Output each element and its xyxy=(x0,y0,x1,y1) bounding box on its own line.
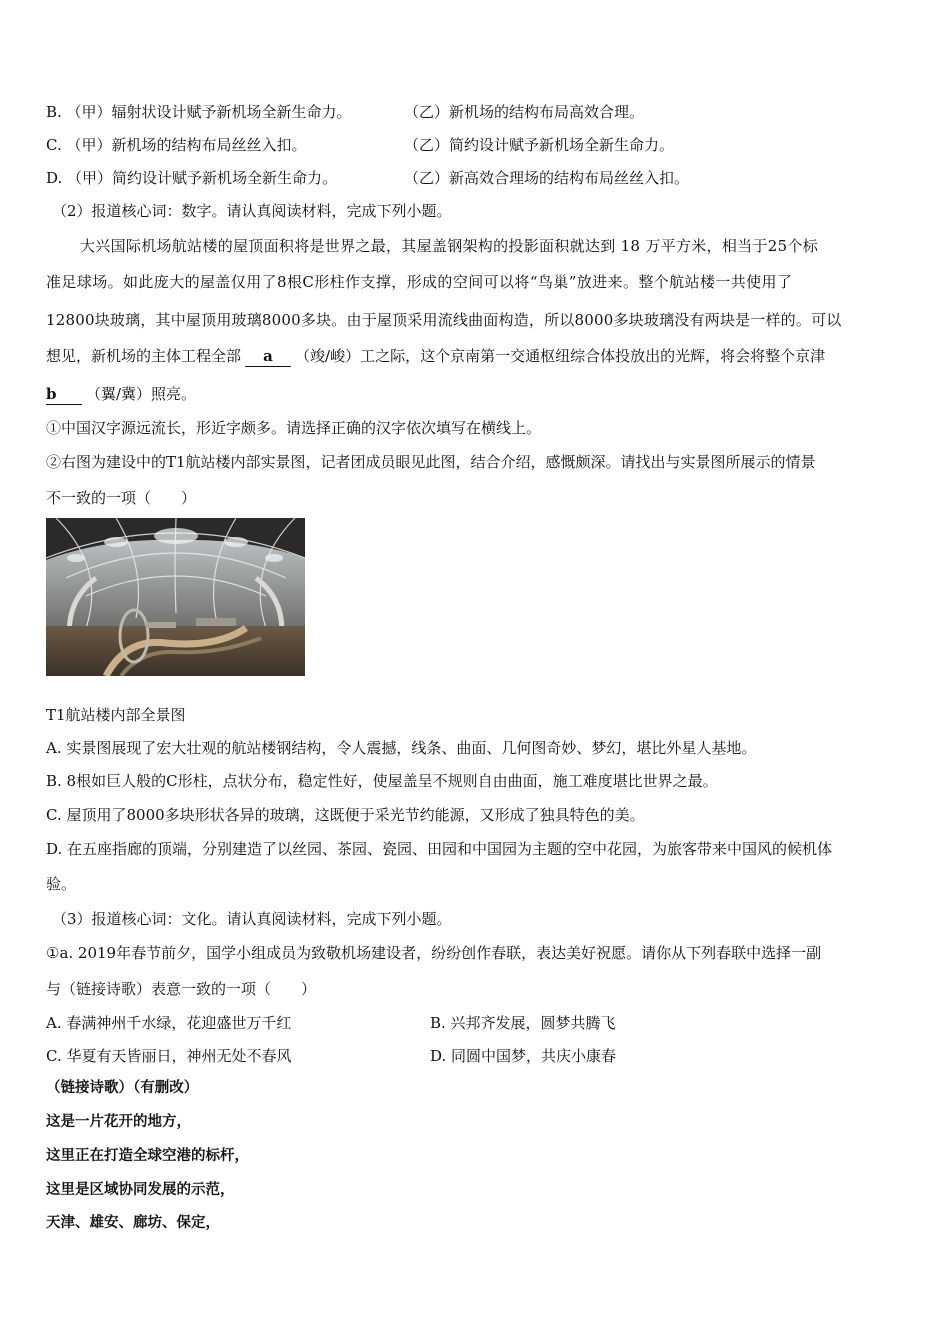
photo-caption: T1航站楼内部全景图 xyxy=(46,706,186,724)
para-line5-post: （翼/冀）照亮。 xyxy=(86,385,197,403)
option-c-left: C. （甲）新机场的结构布局丝丝入扣。 xyxy=(46,136,307,154)
section2-para-line4 xyxy=(46,346,825,367)
choice-c: C. 屋顶用了8000多块形状各异的玻璃，这既便于采光节约能源，又形成了独具特色的美。 xyxy=(46,806,645,824)
choice-a: A. 实景图展现了宏大壮观的航站楼钢结构，令人震撼，线条、曲面、几何图奇妙、梦幻，堪比外星人基地。 xyxy=(46,739,757,757)
question-1: ①中国汉字源远流长，形近字颇多。请选择正确的汉字依次填写在横线上。 xyxy=(46,419,542,437)
option-d-right: （乙）新高效合理场的结构布局丝丝入扣。 xyxy=(404,169,690,187)
couplet-option-c: C. 华夏有天皆丽日，神州无处不春风 xyxy=(46,1047,292,1065)
question-2-line1: ②右图为建设中的T1航站楼内部实景图，记者团成员眼见此图，结合介绍，感慨颇深。请找出与实景图所展示的情景 xyxy=(46,453,816,471)
option-b-left: B. （甲）辐射状设计赋予新机场全新生命力。 xyxy=(46,103,352,121)
section3-question-line1: ①a. 2019年春节前夕，国学小组成员为致敬机场建设者，纷纷创作春联，表达美好祝愿。请你从下列春联中选择一副 xyxy=(46,944,822,962)
question-2-line2: 不一致的一项（ ） xyxy=(46,489,197,507)
para-line4-post: （竣/峻）工之际，这个京南第一交通枢纽综合体投放出的光辉，将会将整个京津 xyxy=(295,347,826,365)
section3-question-line2: 与（链接诗歌）表意一致的一项（ ） xyxy=(46,980,317,998)
poem-line-1: 这是一片花开的地方， xyxy=(46,1114,191,1130)
couplet-option-d: D. 同圆中国梦，共庆小康春 xyxy=(430,1047,617,1065)
para-line4-pre: 想见，新机场的主体工程全部 xyxy=(46,347,242,365)
couplet-option-a: A. 春满神州千水绿，花迎盛世万千红 xyxy=(46,1014,292,1032)
section2-para-line5 xyxy=(46,384,196,405)
poem-title: （链接诗歌）（有删改） xyxy=(46,1080,199,1096)
choice-d: D. 在五座指廊的顶端，分别建造了以丝园、茶园、瓷园、田园和中国园为主题的空中花园，为旅客带来中国风的候机体 xyxy=(46,840,833,858)
poem-line-3: 这里是区域协同发展的示范， xyxy=(46,1182,235,1198)
section2-para-line3: 12800块玻璃，其中屋顶用玻璃8000多块。由于屋顶采用流线曲面构造，所以8000多块玻璃没有两块是一样的。可以 xyxy=(46,311,842,329)
section2-para-line2: 准足球场。如此庞大的屋盖仅用了8根C形柱作支撑，形成的空间可以将“鸟巢”放进来。整个航站楼一共使用了 xyxy=(46,273,793,291)
option-d-left: D. （甲）简约设计赋予新机场全新生命力。 xyxy=(46,169,338,187)
section2-para-line1: 大兴国际机场航站楼的屋顶面积将是世界之最，其屋盖钢架构的投影面积就达到 18 万平方米，相当于25个标 xyxy=(80,237,819,255)
section2-heading: （2）报道核心词：数字。请认真阅读材料，完成下列小题。 xyxy=(52,202,452,220)
option-b-right: （乙）新机场的结构布局高效合理。 xyxy=(404,103,645,121)
couplet-option-b: B. 兴邦齐发展，圆梦共腾飞 xyxy=(430,1014,616,1032)
choice-b: B. 8根如巨人般的C形柱，点状分布，稳定性好，使屋盖呈不规则自由曲面，施工难度堪比世界之最。 xyxy=(46,772,718,790)
poem-line-2: 这里正在打造全球空港的标杆， xyxy=(46,1148,249,1164)
blank-b: b xyxy=(46,384,82,405)
poem-line-4: 天津、雄安、廊坊、保定， xyxy=(46,1215,220,1231)
section3-heading: （3）报道核心词：文化。请认真阅读材料，完成下列小题。 xyxy=(52,910,452,928)
terminal-interior-photo xyxy=(46,518,305,676)
choice-d-continued: 验。 xyxy=(46,875,77,893)
blank-a: a xyxy=(245,346,291,367)
option-c-right: （乙）简约设计赋予新机场全新生命力。 xyxy=(404,136,675,154)
